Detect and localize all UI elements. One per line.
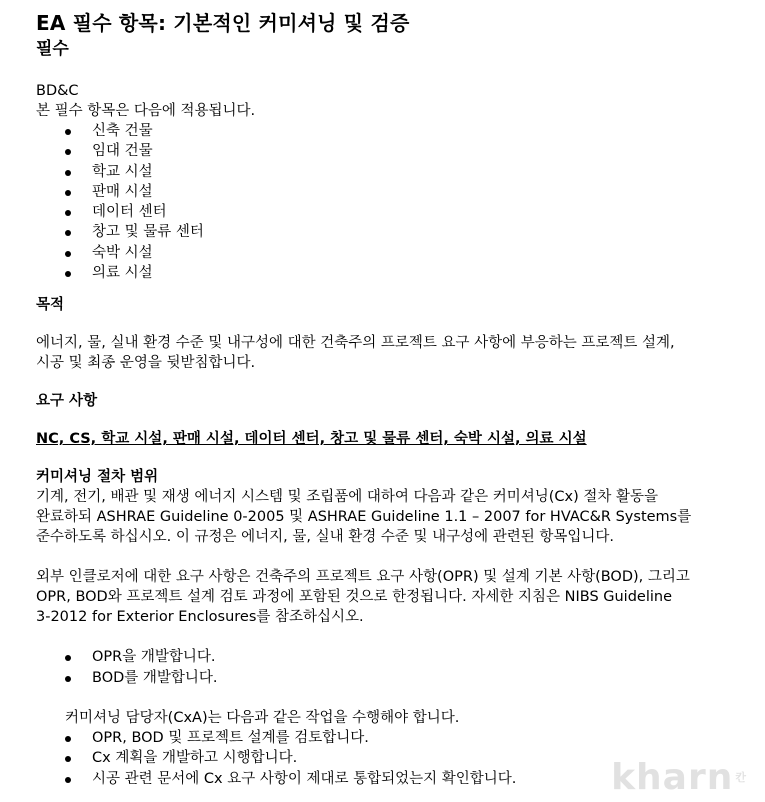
list-item: 임대 건물 [36,141,748,161]
cx-para1-line: 준수하도록 하십시오. 이 규정은 에너지, 물, 실내 환경 수준 및 내구성에 관련된 항목입니다. [36,529,614,546]
list-item: 창고 및 물류 센터 [36,222,748,242]
list-item: 신축 건물 [36,121,748,141]
cx-para1-line: 완료하되 ASHRAE Guideline 0-2005 및 ASHRAE Guideline 1.1 – 2007 for HVAC&R Systems를 [36,509,692,526]
purpose-heading: 목적 [36,297,65,314]
owner-list [36,647,748,688]
purpose-line: 시공 및 최종 운영을 뒷받침합니다. [36,355,256,372]
spacer [36,283,748,295]
applies-intro: 본 필수 항목은 다음에 적용됩니다. [36,103,256,119]
requirements-heading: 요구 사항 [36,393,98,410]
list-item: 숙박 시설 [36,243,748,263]
applies-list [36,121,748,283]
page-title: EA 필수 항목: 기본적인 커미셔닝 및 검증 [36,11,410,35]
list-item: OPR, BOD 및 프로젝트 설계를 검토합니다. [36,728,748,748]
spacer [36,411,748,429]
spacer [36,449,748,467]
cxa-intro: 커미셔닝 담당자(CxA)는 다음과 같은 작업을 수행해야 합니다. [65,709,460,726]
cx-heading: 커미셔닝 절차 범위 [36,469,159,486]
scope-line: NC, CS, 학교 시설, 판매 시설, 데이터 센터, 창고 및 물류 센터, 숙박 시설, 의료 시설 [36,431,587,448]
purpose-line: 에너지, 물, 실내 환경 수준 및 내구성에 대한 건축주의 프로젝트 요구 사항에 부응하는 프로젝트 설계, [36,335,675,352]
list-item: OPR을 개발합니다. [36,647,748,667]
spacer [36,547,748,567]
cx-para2-line: 3-2012 for Exterior Enclosures를 참조하십시오. [36,609,364,626]
spacer [36,373,748,391]
watermark-text: kharn [611,757,734,798]
list-item: 의료 시설 [36,263,748,283]
list-item: Cx 계획을 개발하고 시행합니다. [36,748,748,768]
spacer [36,315,748,333]
document-page [36,10,748,789]
list-item: 데이터 센터 [36,202,748,222]
list-item: 학교 시설 [36,162,748,182]
list-item: 시공 관련 문서에 Cx 요구 사항이 제대로 통합되었는지 확인합니다. [36,769,748,789]
cx-para1-line: 기계, 전기, 배관 및 재생 에너지 시스템 및 조립품에 대하여 다음과 같은 커미셔닝(Cx) 절차 활동을 [36,489,659,506]
watermark-suffix: 칸 [735,771,747,784]
cx-para2-line: 외부 인클로저에 대한 요구 사항은 건축주의 프로젝트 요구 사항(OPR) 및 설계 기본 사항(BOD), 그리고 [36,569,690,586]
page-subtitle: 필수 [36,39,69,59]
cx-para2-line: OPR, BOD와 프로젝트 설계 검토 과정에 포함된 것으로 한정됩니다. 자세한 지침은 NIBS Guideline [36,589,672,606]
list-item: BOD를 개발합니다. [36,668,748,688]
watermark-logo [611,757,747,798]
spacer [36,61,748,81]
rating-system-label: BD&C [36,83,79,99]
spacer [36,688,748,708]
list-item: 판매 시설 [36,182,748,202]
spacer [36,627,748,647]
